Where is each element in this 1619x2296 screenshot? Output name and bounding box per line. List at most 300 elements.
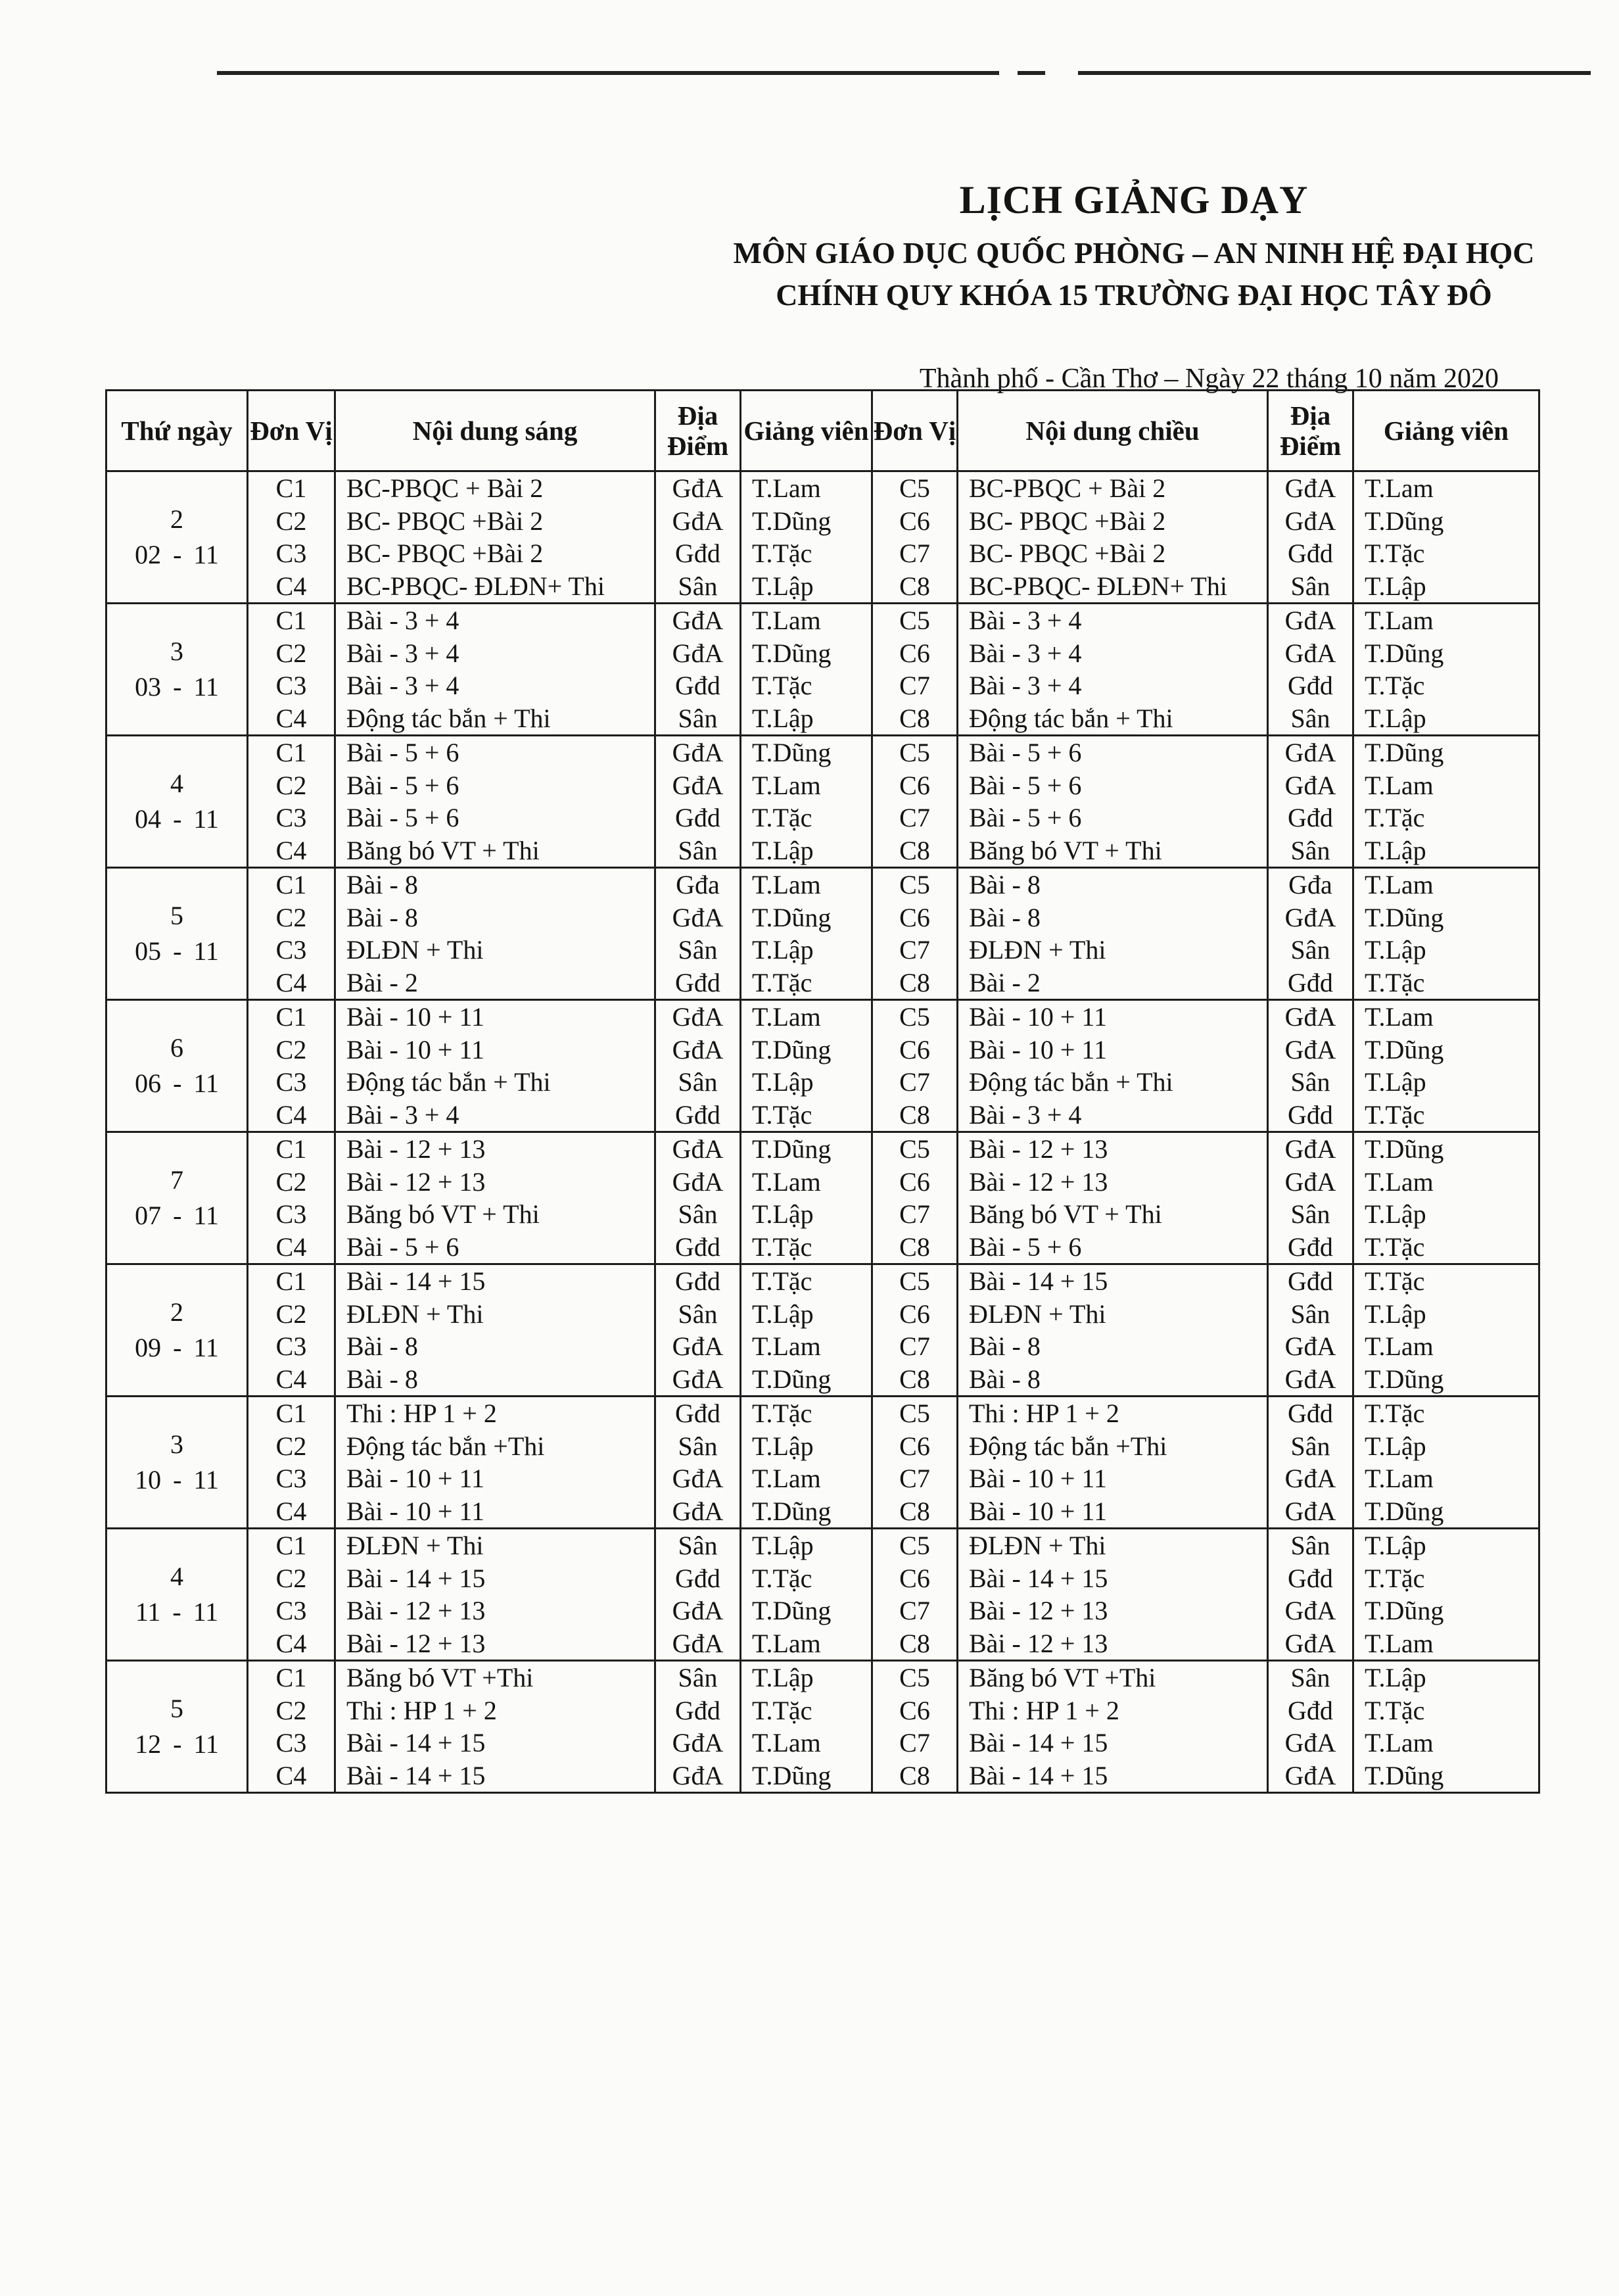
top-rule-left [217, 71, 999, 75]
content-am-entry: Bài - 14 + 15 [346, 1760, 486, 1790]
unit-pm-cell [872, 1132, 958, 1264]
content-pm-cell [958, 1397, 1268, 1529]
unit-pm-cell [872, 1397, 958, 1529]
unit-am-entry: C4 [275, 571, 307, 601]
teacher-pm-entry: T.Lập [1365, 571, 1426, 601]
content-am-entry: Bài - 8 [346, 1331, 418, 1361]
place-am-cell [655, 736, 741, 868]
place-am-entry: Sân [678, 703, 718, 733]
content-pm-entry: Bài - 12 + 13 [969, 1596, 1108, 1625]
day-date: 09 - 11 [135, 1333, 219, 1362]
day-of-week: 4 [170, 769, 183, 798]
table-row [106, 1132, 1539, 1264]
teacher-am-cell [741, 1397, 872, 1529]
teacher-pm-entry: T.Lập [1365, 1299, 1426, 1329]
unit-pm-entry: C6 [899, 506, 930, 536]
table-row [106, 1264, 1539, 1397]
unit-am-entry: C2 [275, 902, 307, 932]
content-pm-entry: Động tác bắn + Thi [969, 703, 1173, 733]
unit-pm-entry: C6 [899, 1431, 930, 1461]
place-am-entry: GđA [672, 638, 724, 668]
teacher-am-cell [741, 736, 872, 868]
content-pm-cell [958, 1132, 1268, 1264]
teacher-am-entry: T.Lập [752, 935, 814, 965]
place-am-entry: Gđd [675, 1695, 720, 1725]
day-cell [106, 604, 248, 736]
unit-am-entry: C3 [275, 1067, 307, 1097]
teacher-pm-entry: T.Dũng [1365, 1364, 1444, 1394]
place-pm-entry: Sân [1290, 1431, 1330, 1461]
teacher-pm-entry: T.Lam [1365, 1331, 1434, 1361]
place-pm-entry: GđA [1284, 473, 1336, 503]
place-am-entry: GđA [672, 1002, 724, 1032]
teacher-am-entry: T.Lập [752, 835, 814, 865]
teacher-pm-entry: T.Lam [1365, 606, 1434, 635]
place-pm-entry: GđA [1284, 1760, 1336, 1790]
place-pm-entry: Sân [1290, 571, 1330, 601]
place-pm-entry: Sân [1290, 1531, 1330, 1560]
place-pm-cell [1268, 1000, 1353, 1132]
teacher-pm-entry: T.Lập [1365, 935, 1426, 965]
unit-pm-entry: C8 [899, 1364, 930, 1394]
teacher-pm-entry: T.Dũng [1365, 1034, 1444, 1064]
content-am-entry: ĐLĐN + Thi [346, 1299, 484, 1329]
unit-am-entry: C2 [275, 638, 307, 668]
header-day: Thứ ngày [106, 391, 248, 471]
content-am-entry: Bài - 5 + 6 [346, 1232, 459, 1262]
teacher-pm-entry: T.Lam [1365, 473, 1434, 503]
teacher-am-entry: T.Lam [752, 770, 821, 800]
place-am-entry: Sân [678, 1663, 718, 1692]
content-am-cell [335, 1000, 655, 1132]
content-pm-entry: Bài - 12 + 13 [969, 1134, 1108, 1164]
place-am-entry: Sân [678, 1531, 718, 1560]
content-am-entry: Bài - 3 + 4 [346, 1099, 459, 1130]
content-pm-entry: Bài - 10 + 11 [969, 1002, 1107, 1032]
unit-am-cell [248, 471, 335, 604]
content-pm-cell [958, 1661, 1268, 1793]
unit-pm-entry: C6 [899, 1563, 930, 1593]
teacher-am-entry: T.Tặc [752, 1695, 812, 1725]
header-place-pm: Địa Điểm [1268, 391, 1353, 471]
unit-pm-entry: C7 [899, 671, 930, 700]
content-am-entry: BC-PBQC + Bài 2 [346, 473, 544, 503]
content-pm-entry: Thi : HP 1 + 2 [969, 1399, 1119, 1428]
unit-am-entry: C1 [275, 1531, 307, 1560]
unit-am-entry: C3 [275, 803, 307, 832]
place-am-entry: Gđd [675, 967, 720, 997]
content-pm-entry: ĐLĐN + Thi [969, 1531, 1106, 1560]
unit-am-entry: C1 [275, 1002, 307, 1032]
place-am-entry: GđA [672, 1628, 724, 1658]
date-line: Thành phố - Cần Thơ – Ngày 22 tháng 10 năm 2020 [919, 364, 1499, 394]
content-pm-cell [958, 736, 1268, 868]
content-pm-entry: Bài - 10 + 11 [969, 1496, 1107, 1526]
schedule-body [106, 471, 1539, 1793]
unit-pm-entry: C5 [899, 870, 930, 899]
content-pm-entry: Bài - 10 + 11 [969, 1034, 1107, 1064]
place-am-entry: GđA [672, 1760, 724, 1790]
unit-am-cell [248, 736, 335, 868]
teacher-pm-entry: T.Lam [1365, 1728, 1434, 1758]
content-am-entry: Bài - 10 + 11 [346, 1496, 484, 1526]
place-am-entry: GđA [672, 606, 724, 635]
unit-am-entry: C2 [275, 506, 307, 536]
place-pm-entry: GđA [1284, 1628, 1336, 1658]
teacher-pm-entry: T.Dũng [1365, 638, 1444, 668]
content-pm-entry: Bài - 8 [969, 1331, 1041, 1361]
place-am-entry: GđA [672, 1134, 724, 1164]
page-subtitle-line2: CHÍNH QUY KHÓA 15 TRƯỜNG ĐẠI HỌC TÂY ĐÔ [776, 278, 1492, 312]
day-cell [106, 471, 248, 604]
unit-pm-cell [872, 1264, 958, 1397]
unit-pm-entry: C6 [899, 902, 930, 932]
unit-pm-cell [872, 1000, 958, 1132]
table-row [106, 604, 1539, 736]
schedule-table [105, 389, 1540, 1794]
unit-pm-cell [872, 868, 958, 1000]
content-am-entry: Động tác bắn + Thi [346, 703, 551, 733]
content-pm-entry: Băng bó VT +Thi [969, 1663, 1156, 1692]
place-am-entry: Gđd [675, 1232, 720, 1262]
teacher-pm-entry: T.Lam [1365, 1166, 1434, 1197]
teacher-am-entry: T.Tặc [752, 1099, 812, 1130]
teacher-pm-entry: T.Lập [1365, 1199, 1426, 1229]
day-date: 10 - 11 [135, 1465, 219, 1495]
teacher-am-entry: T.Tặc [752, 1232, 812, 1262]
unit-pm-entry: C8 [899, 703, 930, 733]
content-pm-entry: Bài - 14 + 15 [969, 1266, 1108, 1296]
teacher-am-cell [741, 868, 872, 1000]
content-am-entry: Bài - 10 + 11 [346, 1464, 484, 1493]
unit-am-entry: C2 [275, 1034, 307, 1064]
content-pm-cell [958, 868, 1268, 1000]
unit-am-cell [248, 1661, 335, 1793]
day-of-week: 4 [170, 1562, 183, 1591]
place-pm-cell [1268, 1132, 1353, 1264]
teacher-pm-cell [1353, 471, 1539, 604]
content-am-entry: Động tác bắn +Thi [346, 1431, 545, 1461]
unit-pm-entry: C5 [899, 1399, 930, 1428]
content-am-entry: Bài - 5 + 6 [346, 770, 459, 800]
teacher-pm-entry: T.Lam [1365, 1002, 1434, 1032]
content-pm-entry: Bài - 5 + 6 [969, 803, 1082, 832]
place-pm-entry: Gđd [1288, 967, 1333, 997]
unit-am-entry: C3 [275, 1331, 307, 1361]
place-pm-entry: GđA [1284, 902, 1336, 932]
teacher-pm-cell [1353, 736, 1539, 868]
teacher-am-entry: T.Lam [752, 1628, 821, 1658]
unit-am-entry: C1 [275, 1663, 307, 1692]
content-pm-entry: BC-PBQC + Bài 2 [969, 473, 1166, 503]
place-pm-cell [1268, 604, 1353, 736]
content-pm-entry: Bài - 3 + 4 [969, 606, 1082, 635]
header-unit-pm: Đơn Vị [872, 391, 958, 471]
unit-am-entry: C1 [275, 870, 307, 899]
unit-am-entry: C3 [275, 1596, 307, 1625]
place-am-entry: Gđa [676, 870, 720, 899]
unit-am-entry: C3 [275, 1728, 307, 1758]
place-am-entry: Sân [678, 1299, 718, 1329]
content-am-cell [335, 1529, 655, 1661]
teacher-am-entry: T.Dũng [752, 1496, 832, 1526]
place-pm-entry: Gđd [1288, 671, 1333, 700]
place-pm-entry: GđA [1284, 1134, 1336, 1164]
content-pm-cell [958, 604, 1268, 736]
teacher-am-cell [741, 1264, 872, 1397]
teacher-am-entry: T.Tặc [752, 1266, 812, 1296]
unit-am-entry: C2 [275, 1431, 307, 1461]
place-pm-entry: Gđd [1288, 1232, 1333, 1262]
teacher-pm-entry: T.Tặc [1365, 967, 1425, 997]
place-pm-cell [1268, 1661, 1353, 1793]
unit-pm-entry: C8 [899, 571, 930, 601]
content-pm-entry: Bài - 14 + 15 [969, 1760, 1108, 1790]
unit-pm-entry: C5 [899, 1002, 930, 1032]
content-pm-entry: Bài - 8 [969, 1364, 1041, 1394]
day-of-week: 3 [170, 636, 183, 666]
place-pm-entry: Gđd [1288, 1563, 1333, 1593]
unit-am-entry: C4 [275, 1496, 307, 1526]
top-rule-middle [1018, 71, 1045, 75]
unit-pm-entry: C5 [899, 738, 930, 767]
day-date: 02 - 11 [135, 540, 219, 569]
teacher-am-entry: T.Tặc [752, 803, 812, 832]
header-place-am: Địa Điểm [655, 391, 741, 471]
place-pm-entry: GđA [1284, 1364, 1336, 1394]
place-am-entry: Gđd [675, 671, 720, 700]
content-am-entry: Bài - 3 + 4 [346, 671, 459, 700]
unit-pm-entry: C5 [899, 1266, 930, 1296]
content-pm-entry: Bài - 5 + 6 [969, 770, 1082, 800]
teacher-am-entry: T.Tặc [752, 671, 812, 700]
content-am-entry: Bài - 12 + 13 [346, 1596, 486, 1625]
teacher-am-entry: T.Lập [752, 703, 814, 733]
unit-am-cell [248, 1264, 335, 1397]
place-pm-entry: Sân [1290, 935, 1330, 965]
teacher-am-cell [741, 604, 872, 736]
teacher-am-entry: T.Lam [752, 606, 821, 635]
table-row [106, 736, 1539, 868]
unit-pm-entry: C7 [899, 538, 930, 568]
table-row [106, 1661, 1539, 1793]
place-am-cell [655, 1264, 741, 1397]
teacher-am-entry: T.Lập [752, 1431, 814, 1461]
content-pm-entry: Động tác bắn + Thi [969, 1067, 1173, 1097]
table-row [106, 471, 1539, 604]
place-am-entry: Gđd [675, 803, 720, 832]
unit-am-cell [248, 1397, 335, 1529]
place-am-entry: GđA [672, 1728, 724, 1758]
teacher-am-entry: T.Lam [752, 1331, 821, 1361]
content-pm-entry: Động tác bắn +Thi [969, 1431, 1167, 1461]
place-pm-entry: GđA [1284, 638, 1336, 668]
content-pm-entry: Bài - 12 + 13 [969, 1628, 1108, 1658]
unit-am-entry: C1 [275, 1266, 307, 1296]
day-of-week: 5 [170, 1694, 183, 1723]
place-pm-entry: GđA [1284, 1166, 1336, 1197]
unit-pm-entry: C6 [899, 1034, 930, 1064]
content-am-entry: Bài - 10 + 11 [346, 1034, 484, 1064]
day-of-week: 6 [170, 1033, 183, 1063]
content-pm-entry: Bài - 2 [969, 967, 1041, 997]
content-am-entry: Băng bó VT + Thi [346, 1199, 540, 1229]
place-am-entry: Gđd [675, 1266, 720, 1296]
teacher-am-entry: T.Tặc [752, 967, 812, 997]
content-pm-entry: Bài - 14 + 15 [969, 1728, 1108, 1758]
content-am-entry: BC-PBQC- ĐLĐN+ Thi [346, 571, 605, 601]
unit-pm-entry: C6 [899, 638, 930, 668]
day-of-week: 2 [170, 1297, 183, 1327]
teacher-pm-entry: T.Lam [1365, 770, 1434, 800]
day-date: 11 - 11 [135, 1597, 219, 1627]
content-am-entry: Bài - 8 [346, 902, 418, 932]
unit-pm-entry: C7 [899, 1199, 930, 1229]
place-pm-entry: Gđd [1288, 1099, 1333, 1130]
place-pm-entry: GđA [1284, 606, 1336, 635]
content-am-cell [335, 868, 655, 1000]
content-pm-entry: Bài - 5 + 6 [969, 738, 1082, 767]
unit-pm-entry: C7 [899, 803, 930, 832]
teacher-pm-entry: T.Lập [1365, 1663, 1426, 1692]
unit-pm-entry: C8 [899, 1760, 930, 1790]
unit-pm-entry: C7 [899, 935, 930, 965]
teacher-pm-entry: T.Lập [1365, 1431, 1426, 1461]
content-am-entry: Bài - 8 [346, 1364, 418, 1394]
place-pm-cell [1268, 1397, 1353, 1529]
place-am-entry: Sân [678, 1431, 718, 1461]
content-am-cell [335, 1132, 655, 1264]
place-am-entry: GđA [672, 1496, 724, 1526]
place-am-entry: GđA [672, 506, 724, 536]
place-am-entry: GđA [672, 1464, 724, 1493]
content-am-entry: Động tác bắn + Thi [346, 1067, 551, 1097]
place-pm-entry: GđA [1284, 1496, 1336, 1526]
content-pm-entry: Thi : HP 1 + 2 [969, 1695, 1119, 1725]
teacher-am-cell [741, 1000, 872, 1132]
teacher-pm-entry: T.Dũng [1365, 1134, 1444, 1164]
teacher-pm-entry: T.Lam [1365, 870, 1434, 899]
teacher-pm-entry: T.Lập [1365, 835, 1426, 865]
content-am-cell [335, 1661, 655, 1793]
unit-am-entry: C4 [275, 1760, 307, 1790]
table-row [106, 1000, 1539, 1132]
page-title: LỊCH GIẢNG DẠY [959, 178, 1309, 222]
teacher-am-entry: T.Lam [752, 473, 821, 503]
unit-pm-entry: C8 [899, 967, 930, 997]
unit-pm-entry: C7 [899, 1067, 930, 1097]
place-pm-entry: GđA [1284, 738, 1336, 767]
place-pm-entry: GđA [1284, 770, 1336, 800]
unit-am-entry: C4 [275, 1099, 307, 1130]
unit-pm-entry: C7 [899, 1596, 930, 1625]
page-subtitle-line1: MÔN GIÁO DỤC QUỐC PHÒNG – AN NINH HỆ ĐẠI HỌC [733, 236, 1535, 270]
table-row [106, 1529, 1539, 1661]
day-of-week: 7 [170, 1165, 183, 1195]
place-am-entry: GđA [672, 1331, 724, 1361]
content-am-entry: BC- PBQC +Bài 2 [346, 506, 544, 536]
content-am-entry: Bài - 14 + 15 [346, 1266, 486, 1296]
teacher-am-entry: T.Lập [752, 1299, 814, 1329]
unit-pm-cell [872, 736, 958, 868]
unit-am-entry: C1 [275, 1134, 307, 1164]
place-pm-entry: Gđa [1288, 870, 1332, 899]
teacher-am-entry: T.Tặc [752, 1399, 812, 1428]
teacher-am-entry: T.Lập [752, 1199, 814, 1229]
place-pm-entry: Gđd [1288, 1695, 1333, 1725]
content-am-entry: Băng bó VT + Thi [346, 835, 540, 865]
content-pm-cell [958, 471, 1268, 604]
teacher-am-entry: T.Lam [752, 870, 821, 899]
header-content-pm: Nội dung chiều [958, 391, 1268, 471]
unit-pm-entry: C8 [899, 1232, 930, 1262]
unit-pm-entry: C6 [899, 1695, 930, 1725]
content-pm-entry: Băng bó VT + Thi [969, 1199, 1162, 1229]
place-am-entry: Sân [678, 571, 718, 601]
content-am-cell [335, 604, 655, 736]
unit-am-entry: C2 [275, 1166, 307, 1197]
place-am-entry: GđA [672, 738, 724, 767]
teacher-pm-entry: T.Tặc [1365, 1563, 1425, 1593]
content-pm-entry: Bài - 5 + 6 [969, 1232, 1082, 1262]
unit-pm-entry: C7 [899, 1331, 930, 1361]
unit-pm-cell [872, 604, 958, 736]
content-pm-entry: Bài - 3 + 4 [969, 638, 1082, 668]
unit-am-entry: C1 [275, 738, 307, 767]
content-am-entry: BC- PBQC +Bài 2 [346, 538, 544, 568]
place-am-entry: Sân [678, 1067, 718, 1097]
teacher-am-cell [741, 1661, 872, 1793]
teacher-pm-entry: T.Lập [1365, 703, 1426, 733]
content-am-entry: Bài - 5 + 6 [346, 803, 459, 832]
teacher-am-entry: T.Lập [752, 1531, 814, 1560]
content-am-cell [335, 471, 655, 604]
teacher-pm-cell [1353, 1529, 1539, 1661]
content-am-entry: Bài - 10 + 11 [346, 1002, 484, 1032]
day-date: 07 - 11 [135, 1201, 219, 1230]
top-rule-right [1078, 71, 1591, 75]
place-am-entry: GđA [672, 473, 724, 503]
place-am-cell [655, 1397, 741, 1529]
unit-am-cell [248, 868, 335, 1000]
teacher-pm-entry: T.Dũng [1365, 1496, 1444, 1526]
day-cell [106, 1397, 248, 1529]
unit-pm-entry: C8 [899, 1099, 930, 1130]
place-pm-entry: GđA [1284, 1596, 1336, 1625]
place-am-entry: Gđd [675, 1099, 720, 1130]
place-pm-entry: Sân [1290, 1663, 1330, 1692]
place-am-entry: GđA [672, 1364, 724, 1394]
teacher-pm-entry: T.Tặc [1365, 1399, 1425, 1428]
teacher-pm-entry: T.Dũng [1365, 902, 1444, 932]
place-pm-cell [1268, 736, 1353, 868]
day-cell [106, 1264, 248, 1397]
content-pm-entry: Bài - 12 + 13 [969, 1166, 1108, 1197]
header-block [690, 178, 1578, 316]
content-pm-entry: Bài - 8 [969, 902, 1041, 932]
teacher-pm-entry: T.Dũng [1365, 1596, 1444, 1625]
teacher-am-cell [741, 1529, 872, 1661]
content-am-entry: Bài - 14 + 15 [346, 1728, 486, 1758]
place-pm-entry: Sân [1290, 1067, 1330, 1097]
teacher-pm-entry: T.Tặc [1365, 671, 1425, 700]
unit-am-entry: C2 [275, 770, 307, 800]
day-of-week: 3 [170, 1429, 183, 1459]
content-pm-entry: ĐLĐN + Thi [969, 1299, 1106, 1329]
place-am-cell [655, 1000, 741, 1132]
unit-pm-entry: C5 [899, 1134, 930, 1164]
day-cell [106, 1132, 248, 1264]
